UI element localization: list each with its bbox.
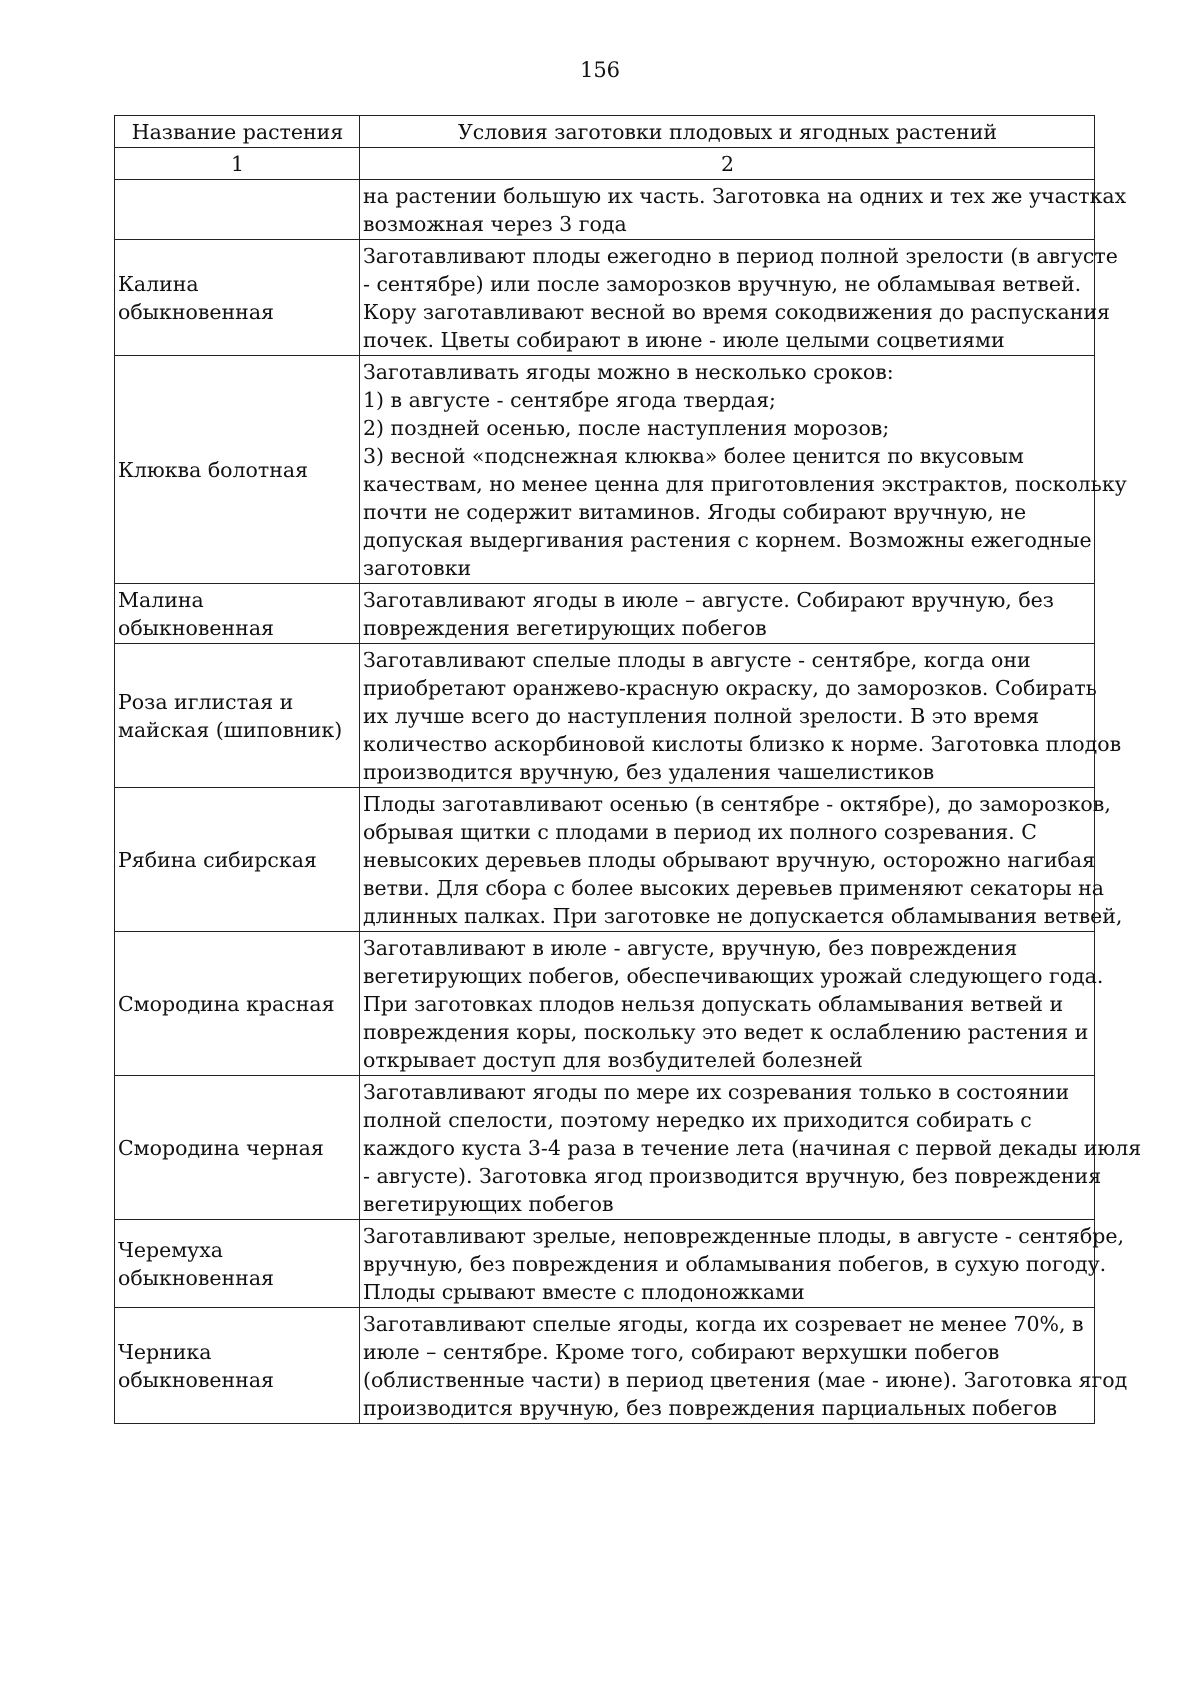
conditions-line: вручную, без повреждения и обламывания побегов, в сухую погоду. (363, 1252, 1107, 1276)
conditions-line: Заготавливают ягоды по мере их созревания только в состоянии (363, 1080, 1070, 1104)
conditions-line: полной спелости, поэтому нередко их приходится собирать с (363, 1108, 1032, 1132)
table-row (115, 1220, 1095, 1308)
plant-name-line: Клюква болотная (118, 458, 309, 482)
conditions-line: повреждения вегетирующих побегов (363, 616, 767, 640)
conditions-line: каждого куста 3-4 раза в течение лета (начиная с первой декады июля (363, 1136, 1142, 1160)
plant-name-cell (115, 1076, 360, 1220)
conditions-line: приобретают оранжево-красную окраску, до заморозков. Собирать (363, 676, 1097, 700)
conditions-line: почти не содержит витаминов. Ягоды собирают вручную, не (363, 500, 1027, 524)
conditions-line: 2) поздней осенью, после наступления морозов; (363, 416, 890, 440)
plant-name-line: Смородина черная (118, 1136, 324, 1160)
header-plant-name: Название растения (115, 116, 360, 148)
conditions-line: заготовки (363, 556, 472, 580)
conditions-cell (360, 584, 1095, 644)
conditions-cell (360, 180, 1127, 240)
plant-name-cell (115, 584, 360, 644)
conditions-cell (360, 1308, 1128, 1424)
plant-name-line: Смородина красная (118, 992, 335, 1016)
plant-name-line: майская (шиповник) (118, 718, 343, 742)
table-body (115, 180, 1142, 1424)
plant-name-cell (115, 180, 360, 240)
plant-name-line: Малина обыкновенная (118, 588, 274, 640)
plant-name-line: Калина обыкновенная (118, 272, 274, 324)
conditions-line: Заготавливают в июле - августе, вручную, без повреждения (363, 936, 1018, 960)
conditions-cell (360, 240, 1118, 356)
conditions-line: повреждения коры, поскольку это ведет к ослаблению растения и (363, 1020, 1089, 1044)
table-row (115, 584, 1095, 644)
conditions-line: почек. Цветы собирают в июне - июле целыми соцветиями (363, 328, 1005, 352)
plant-name-line: обыкновенная (118, 1368, 274, 1392)
plant-name-cell (115, 1308, 360, 1424)
conditions-line: (облиственные части) в период цветения (мае - июне). Заготовка ягод (363, 1368, 1128, 1392)
conditions-line: производится вручную, без повреждения парциальных побегов (363, 1396, 1058, 1420)
table-row (115, 1076, 1095, 1220)
table-row (115, 644, 1095, 788)
conditions-line: обрывая щитки с плодами в период их полного созревания. С (363, 820, 1037, 844)
conditions-line: количество аскорбиновой кислоты близко к норме. Заготовка плодов (363, 732, 1122, 756)
conditions-line: на растении большую их часть. Заготовка на одних и тех же участках (363, 184, 1127, 208)
plant-name-cell (115, 932, 360, 1076)
conditions-line: Заготавливают ягоды в июле – августе. Собирают вручную, без (363, 588, 1054, 612)
harvest-conditions-table (114, 115, 1142, 1424)
plant-name-line: обыкновенная (118, 1266, 274, 1290)
plant-name-cell (115, 788, 360, 932)
conditions-line: качествам, но менее ценна для приготовления экстрактов, поскольку (363, 472, 1127, 496)
conditions-line: Заготавливают спелые ягоды, когда их созревает не менее 70%, в (363, 1312, 1084, 1336)
conditions-line: Заготавливают зрелые, неповрежденные плоды, в августе - сентябре, (363, 1224, 1124, 1248)
conditions-line: Кору заготавливают весной во время сокодвижения до распускания (363, 300, 1110, 324)
plant-name-line: Роза иглистая и (118, 690, 294, 714)
plant-name-cell (115, 1220, 360, 1308)
plant-name-cell (115, 644, 360, 788)
table-row (115, 240, 1095, 356)
conditions-line: их лучше всего до наступления полной зрелости. В это время (363, 704, 1040, 728)
conditions-line: длинных палках. При заготовке не допускается обламывания ветвей, (363, 904, 1123, 928)
conditions-line: возможная через 3 года (363, 212, 627, 236)
conditions-line: Заготавливают плоды ежегодно в период полной зрелости (в августе (363, 244, 1118, 268)
column-number-2: 2 (360, 148, 1095, 180)
conditions-line: вегетирующих побегов, обеспечивающих урожай следующего года. (363, 964, 1104, 988)
plant-name-line: Черемуха (118, 1238, 224, 1262)
conditions-line: - августе). Заготовка ягод производится вручную, без повреждения (363, 1164, 1102, 1188)
table-row (115, 356, 1095, 584)
plant-name-line: Рябина сибирская (118, 848, 317, 872)
column-number-1: 1 (115, 148, 360, 180)
conditions-line: Плоды срывают вместе с плодоножками (363, 1280, 805, 1304)
table-row (115, 180, 1095, 240)
conditions-cell (360, 1220, 1124, 1308)
conditions-line: вегетирующих побегов (363, 1192, 614, 1216)
column-number-row (115, 148, 1095, 180)
conditions-cell (360, 788, 1123, 932)
plant-name-cell (115, 240, 360, 356)
conditions-line: 3) весной «подснежная клюква» более ценится по вкусовым (363, 444, 1024, 468)
plant-name-line: Черника (118, 1340, 212, 1364)
conditions-cell (360, 644, 1122, 788)
conditions-line: Плоды заготавливают осенью (в сентябре - октябре), до заморозков, (363, 792, 1111, 816)
table-header-row (115, 116, 1095, 148)
table-row (115, 1308, 1095, 1424)
conditions-line: ветви. Для сбора с более высоких деревьев применяют секаторы на (363, 876, 1105, 900)
conditions-line: производится вручную, без удаления чашелистиков (363, 760, 935, 784)
conditions-line: июле – сентябре. Кроме того, собирают верхушки побегов (363, 1340, 1000, 1364)
conditions-line: невысоких деревьев плоды обрывают вручную, осторожно нагибая (363, 848, 1096, 872)
conditions-line: открывает доступ для возбудителей болезней (363, 1048, 863, 1072)
conditions-line: - сентябре) или после заморозков вручную, не обламывая ветвей. (363, 272, 1082, 296)
conditions-cell (360, 1076, 1142, 1220)
table-row (115, 788, 1095, 932)
conditions-line: 1) в августе - сентябре ягода твердая; (363, 388, 776, 412)
conditions-cell (360, 932, 1104, 1076)
plant-name-cell (115, 356, 360, 584)
conditions-cell (360, 356, 1127, 584)
conditions-line: При заготовках плодов нельзя допускать обламывания ветвей и (363, 992, 1064, 1016)
table-row (115, 932, 1095, 1076)
conditions-line: Заготавливают спелые плоды в августе - сентябре, когда они (363, 648, 1031, 672)
header-conditions: Условия заготовки плодовых и ягодных растений (360, 116, 1095, 148)
conditions-line: Заготавливать ягоды можно в несколько сроков: (363, 360, 894, 384)
conditions-line: допуская выдергивания растения с корнем. Возможны ежегодные (363, 528, 1092, 552)
page-number: 156 (579, 58, 621, 82)
